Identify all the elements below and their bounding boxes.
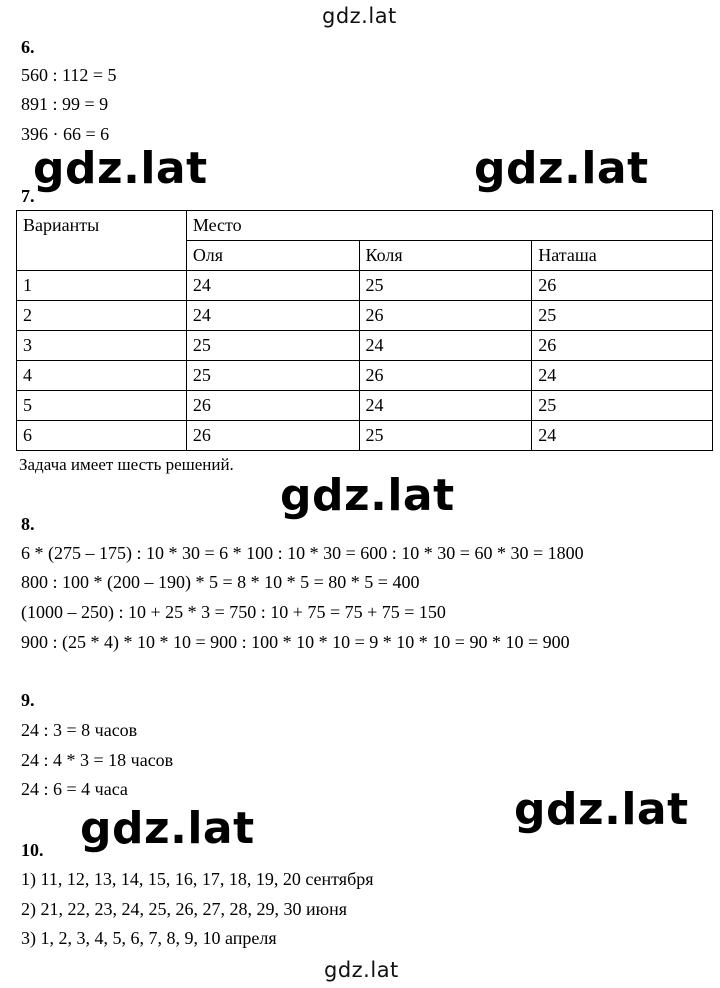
- task-9-number: 9.: [21, 690, 35, 710]
- table-row: [17, 391, 713, 421]
- table-header-row: [17, 211, 713, 241]
- table-cell: 26: [532, 331, 713, 361]
- watermark-large-4: gdz.lat: [514, 784, 689, 835]
- task-7-conclusion: Задача имеет шесть решений.: [19, 455, 234, 474]
- task-10-number: 10.: [21, 840, 44, 860]
- task-10-line-2: 2) 21, 22, 23, 24, 25, 26, 27, 28, 29, 30 июня: [21, 899, 347, 919]
- watermark-large-5: gdz.lat: [80, 803, 255, 854]
- table-cell: 2: [17, 301, 187, 331]
- table-cell: 6: [17, 421, 187, 451]
- task-6-number: 6.: [21, 37, 35, 57]
- table-cell: 25: [532, 301, 713, 331]
- table-cell: 26: [186, 421, 359, 451]
- task-9-line-2: 24 : 4 * 3 = 18 часов: [21, 750, 174, 770]
- watermark-bottom: gdz.lat: [324, 958, 399, 982]
- table-cell: 24: [359, 331, 532, 361]
- table-cell: 26: [359, 361, 532, 391]
- table-cell: 24: [186, 271, 359, 301]
- task-7-number: 7.: [21, 186, 35, 206]
- table-cell: 26: [532, 271, 713, 301]
- table-cell: 25: [186, 361, 359, 391]
- task-8-line-1: 6 * (275 – 175) : 10 * 30 = 6 * 100 : 10 * 30 = 600 : 10 * 30 = 60 * 30 = 1800: [21, 543, 584, 563]
- table-row: [17, 301, 713, 331]
- header-variants: Варианты: [17, 211, 187, 271]
- table-cell: 24: [532, 421, 713, 451]
- table-cell: 1: [17, 271, 187, 301]
- table-cell: 3: [17, 331, 187, 361]
- task-6-line-3: 396 · 66 = 6: [21, 124, 110, 144]
- table-cell: 24: [359, 391, 532, 421]
- watermark-large-1: gdz.lat: [33, 143, 208, 194]
- task-8-line-3: (1000 – 250) : 10 + 25 * 3 = 750 : 10 + 75 = 75 + 75 = 150: [21, 602, 446, 622]
- table-cell: 26: [186, 391, 359, 421]
- table-cell: 25: [186, 331, 359, 361]
- variants-table: [16, 210, 713, 451]
- task-6-line-1: 560 : 112 = 5: [21, 65, 117, 85]
- task-9-line-3: 24 : 6 = 4 часа: [21, 779, 128, 799]
- header-name: Оля: [186, 241, 359, 271]
- table-cell: 26: [359, 301, 532, 331]
- table-row: [17, 361, 713, 391]
- task-8-line-2: 800 : 100 * (200 – 190) * 5 = 8 * 10 * 5 = 80 * 5 = 400: [21, 572, 420, 592]
- watermark-large-2: gdz.lat: [474, 143, 649, 194]
- task-10-line-1: 1) 11, 12, 13, 14, 15, 16, 17, 18, 19, 20 сентября: [21, 869, 374, 889]
- table-row: [17, 331, 713, 361]
- table-row: [17, 421, 713, 451]
- task-10-line-3: 3) 1, 2, 3, 4, 5, 6, 7, 8, 9, 10 апреля: [21, 928, 277, 948]
- table-cell: 4: [17, 361, 187, 391]
- header-place: Место: [186, 211, 712, 241]
- header-name: Наташа: [532, 241, 713, 271]
- task-8-line-4: 900 : (25 * 4) * 10 * 10 = 900 : 100 * 10 * 10 = 9 * 10 * 10 = 90 * 10 = 900: [21, 632, 570, 652]
- table-cell: 5: [17, 391, 187, 421]
- table-cell: 25: [359, 421, 532, 451]
- header-name: Коля: [359, 241, 532, 271]
- table-cell: 24: [186, 301, 359, 331]
- watermark-top: gdz.lat: [322, 4, 397, 28]
- table-row: [17, 271, 713, 301]
- table-cell: 25: [532, 391, 713, 421]
- watermark-large-3: gdz.lat: [280, 470, 455, 521]
- task-9-line-1: 24 : 3 = 8 часов: [21, 720, 138, 740]
- task-8-number: 8.: [21, 514, 35, 534]
- table-cell: 25: [359, 271, 532, 301]
- table-cell: 24: [532, 361, 713, 391]
- task-6-line-2: 891 : 99 = 9: [21, 94, 109, 114]
